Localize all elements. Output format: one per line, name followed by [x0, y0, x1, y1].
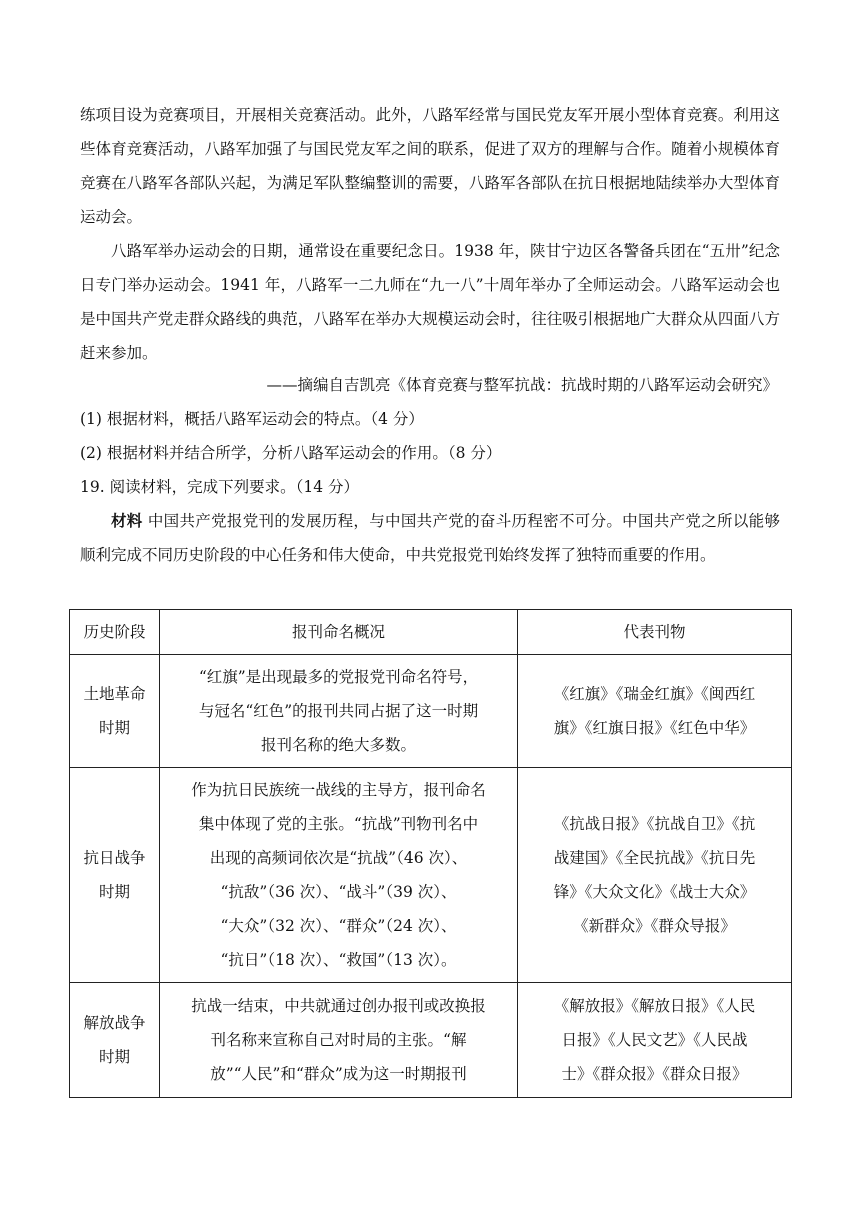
stage-cell: 抗日战争 时期	[70, 768, 160, 983]
summary-cell: 作为抗日民族统一战线的主导方，报刊命名 集中体现了党的主张。“抗战”刊物刊名中 出现的高频词依次是“抗战”（46 次）、 “抗敌”（36 次）、“战斗”（39 次）、 “大众”（32 次）、“群众”（24 次）、 “抗日”（18 次）、“救国”（13 次）。	[160, 768, 518, 983]
table-row	[70, 655, 792, 768]
table-header-row	[70, 610, 792, 655]
newspaper-table	[69, 609, 792, 1098]
header-stage: 历史阶段	[70, 610, 160, 655]
header-summary: 报刊命名概况	[160, 610, 518, 655]
paragraph-sports-competition: 练项目设为竞赛项目，开展相关竞赛活动。此外，八路军经常与国民党友军开展小型体育竞赛。利用这些体育竞赛活动，八路军加强了与国民党友军之间的联系，促进了双方的理解与合作。随着小规模体育竞赛在八路军各部队兴起，为满足军队整编整训的需要，八路军各部队在抗日根据地陆续举办大型体育运动会。	[80, 106, 780, 226]
table-row	[70, 983, 792, 1098]
papers-cell: 《解放报》《解放日报》《人民 日报》《人民文艺》《人民战 士》《群众报》《群众日报》	[518, 983, 792, 1098]
material-paragraph	[80, 504, 780, 572]
papers-cell: 《抗战日报》《抗战自卫》《抗 战建国》《全民抗战》《抗日先 锋》《大众文化》《战士大众》 《新群众》《群众导报》	[518, 768, 792, 983]
source-citation: ——摘编自吉凯亮《体育竞赛与整军抗战：抗战时期的八路军运动会研究》	[266, 376, 778, 394]
material-label: 材料	[111, 511, 143, 530]
question-1: (1) 根据材料，概括八路军运动会的特点。（4 分）	[80, 410, 424, 428]
question-2: (2) 根据材料并结合所学，分析八路军运动会的作用。（8 分）	[80, 444, 502, 462]
table-row	[70, 768, 792, 983]
papers-cell: 《红旗》《瑞金红旗》《闽西红 旗》《红旗日报》《红色中华》	[518, 655, 792, 768]
stage-cell: 土地革命 时期	[70, 655, 160, 768]
stage-cell: 解放战争 时期	[70, 983, 160, 1098]
material-text: 中国共产党报党刊的发展历程，与中国共产党的奋斗历程密不可分。中国共产党之所以能够顺利完成不同历史阶段的中心任务和伟大使命，中共党报党刊始终发挥了独特而重要的作用。	[80, 512, 780, 564]
paragraph-sports-meet-dates: 八路军举办运动会的日期，通常设在重要纪念日。1938 年，陕甘宁边区各警备兵团在“五卅”纪念日专门举办运动会。1941 年，八路军一二九师在“九一八”十周年举办了全师运动会。八路军运动会也是中国共产党走群众路线的典范，八路军在举办大规模运动会时，往往吸引根据地广大群众从四面八方赶来参加。	[80, 242, 780, 362]
summary-cell: “红旗”是出现最多的党报党刊命名符号， 与冠名“红色”的报刊共同占据了这一时期 报刊名称的绝大多数。	[160, 655, 518, 768]
header-papers: 代表刊物	[518, 610, 792, 655]
question-19-heading: 19. 阅读材料，完成下列要求。（14 分）	[80, 478, 359, 496]
summary-cell: 抗战一结束，中共就通过创办报刊或改换报 刊名称来宣称自己对时局的主张。“解 放”“人民”和“群众”成为这一时期报刊	[160, 983, 518, 1098]
